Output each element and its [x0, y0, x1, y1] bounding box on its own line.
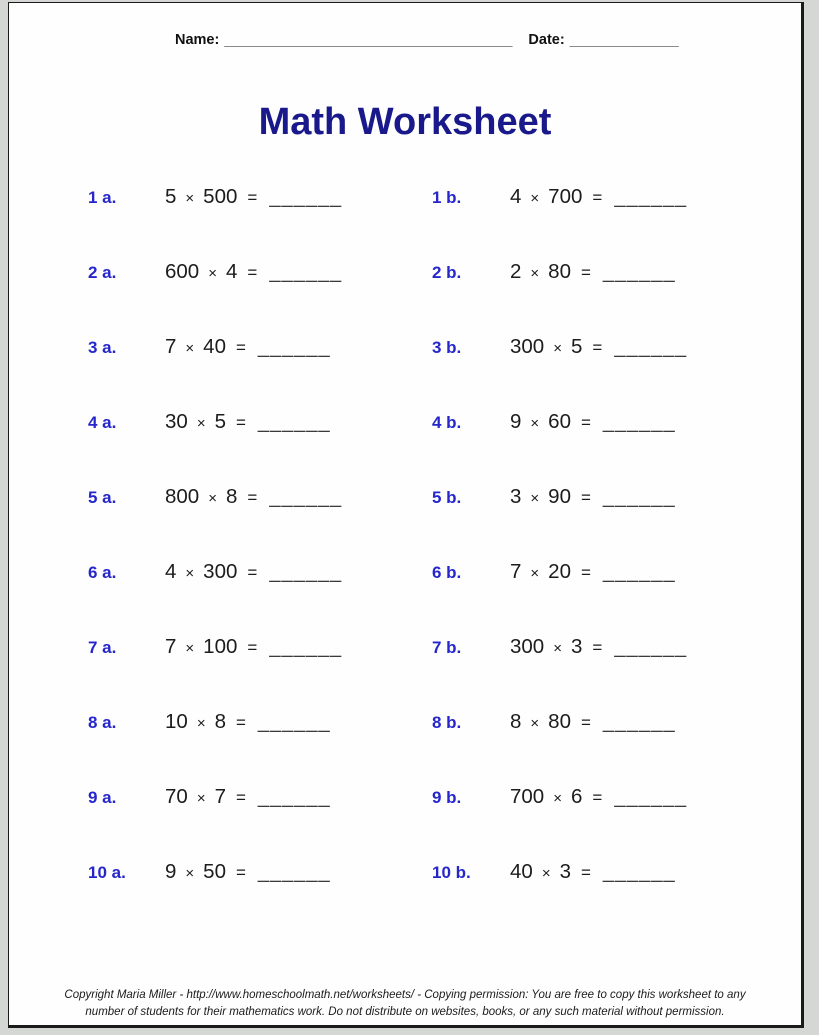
problem-expression-8b	[510, 710, 676, 734]
operand-right: 40	[203, 335, 226, 358]
problem-expression-1a	[165, 185, 342, 209]
name-label: Name:	[175, 32, 220, 48]
multiply-icon: ×	[185, 640, 195, 657]
operand-right: 300	[203, 560, 238, 583]
multiply-icon: ×	[541, 865, 551, 882]
problem-label-5a: 5 a.	[88, 488, 117, 507]
operand-left: 10	[165, 710, 188, 733]
equals-sign: =	[580, 263, 591, 282]
operand-left: 40	[510, 860, 533, 883]
problem-label-10a: 10 a.	[88, 863, 126, 882]
operand-right: 500	[203, 185, 238, 208]
operand-left: 300	[510, 335, 545, 358]
multiply-icon: ×	[530, 490, 540, 507]
copyright-footer	[9, 987, 801, 1021]
operand-left: 3	[510, 485, 522, 508]
problem-row-8	[9, 710, 801, 738]
equals-sign: =	[235, 713, 246, 732]
problem-expression-1b	[510, 185, 687, 209]
operand-right: 4	[225, 260, 238, 283]
problem-label-4a: 4 a.	[88, 413, 117, 432]
answer-blank: ______	[269, 561, 343, 583]
operand-left: 70	[165, 785, 188, 808]
problem-row-2	[9, 260, 801, 288]
multiply-icon: ×	[185, 565, 195, 582]
problem-expression-2a	[165, 260, 342, 284]
problem-expression-9a	[165, 785, 331, 809]
operand-left: 4	[165, 560, 177, 583]
operand-left: 7	[165, 635, 177, 658]
answer-blank: ______	[257, 336, 331, 358]
operand-left: 300	[510, 635, 545, 658]
problem-expression-6b	[510, 560, 676, 584]
operand-left: 9	[165, 860, 177, 883]
equals-sign: =	[592, 188, 603, 207]
equals-sign: =	[592, 638, 603, 657]
equals-sign: =	[247, 638, 258, 657]
operand-left: 5	[165, 185, 177, 208]
multiply-icon: ×	[185, 190, 195, 207]
equals-sign: =	[235, 788, 246, 807]
problem-label-9b: 9 b.	[432, 788, 462, 807]
problem-row-7	[9, 635, 801, 663]
operand-right: 80	[548, 710, 571, 733]
equals-sign: =	[580, 413, 591, 432]
date-label: Date:	[528, 32, 565, 48]
operand-right: 90	[548, 485, 571, 508]
problem-label-2a: 2 a.	[88, 263, 117, 282]
equals-sign: =	[235, 863, 246, 882]
multiply-icon: ×	[530, 715, 540, 732]
equals-sign: =	[247, 563, 258, 582]
multiply-icon: ×	[553, 640, 562, 657]
operand-left: 30	[165, 410, 188, 433]
multiply-icon: ×	[196, 715, 206, 732]
equals-sign: =	[235, 338, 246, 357]
equals-sign: =	[580, 563, 591, 582]
problem-label-10b: 10 b.	[432, 863, 471, 882]
operand-right: 8	[214, 710, 226, 733]
problem-row-1	[9, 185, 801, 213]
problem-expression-3a	[165, 335, 331, 359]
operand-right: 3	[570, 635, 583, 658]
answer-blank: ______	[614, 786, 688, 808]
problem-expression-10b	[510, 860, 676, 884]
problem-expression-2b	[510, 260, 676, 284]
multiply-icon: ×	[530, 190, 540, 207]
answer-blank: ______	[269, 486, 343, 508]
answer-blank: ______	[602, 711, 676, 733]
problem-expression-5a	[165, 485, 342, 509]
operand-right: 5	[570, 335, 583, 358]
answer-blank: ______	[602, 561, 676, 583]
worksheet-page	[8, 2, 804, 1028]
problem-expression-5b	[510, 485, 676, 509]
problem-row-4	[9, 410, 801, 438]
problem-expression-9b	[510, 785, 687, 809]
multiply-icon: ×	[553, 340, 562, 357]
operand-right: 700	[548, 185, 583, 208]
problem-label-2b: 2 b.	[432, 263, 462, 282]
multiply-icon: ×	[530, 415, 540, 432]
multiply-icon: ×	[196, 790, 206, 807]
problem-label-1b: 1 b.	[432, 188, 462, 207]
problem-label-3b: 3 b.	[432, 338, 462, 357]
equals-sign: =	[247, 188, 258, 207]
operand-right: 20	[548, 560, 571, 583]
operand-left: 8	[510, 710, 522, 733]
problem-row-3	[9, 335, 801, 363]
problem-expression-7a	[165, 635, 342, 659]
multiply-icon: ×	[208, 490, 217, 507]
operand-left: 700	[510, 785, 545, 808]
answer-blank: ______	[602, 411, 676, 433]
multiply-icon: ×	[185, 340, 195, 357]
multiply-icon: ×	[208, 265, 217, 282]
equals-sign: =	[247, 263, 258, 282]
problem-expression-3b	[510, 335, 687, 359]
equals-sign: =	[580, 713, 591, 732]
operand-right: 3	[559, 860, 571, 883]
problem-row-5	[9, 485, 801, 513]
name-date-row	[175, 31, 679, 49]
problem-row-6	[9, 560, 801, 588]
problem-row-9	[9, 785, 801, 813]
problem-label-5b: 5 b.	[432, 488, 462, 507]
name-blank-line: _____________________________________	[224, 31, 513, 47]
problem-label-3a: 3 a.	[88, 338, 117, 357]
operand-left: 4	[510, 185, 522, 208]
copyright-line-1: Copyright Maria Miller - http://www.homeschoolmath.net/worksheets/ - Copying permission: You are free to copy this worksheet to any	[64, 989, 746, 1001]
operand-left: 7	[165, 335, 177, 358]
problem-expression-4b	[510, 410, 676, 434]
operand-left: 600	[165, 260, 200, 283]
operand-left: 2	[510, 260, 522, 283]
problem-label-6a: 6 a.	[88, 563, 117, 582]
problem-expression-7b	[510, 635, 687, 659]
answer-blank: ______	[602, 861, 676, 883]
problem-label-9a: 9 a.	[88, 788, 117, 807]
problem-label-1a: 1 a.	[88, 188, 117, 207]
answer-blank: ______	[602, 261, 676, 283]
multiply-icon: ×	[530, 265, 540, 282]
operand-left: 9	[510, 410, 522, 433]
problem-label-8b: 8 b.	[432, 713, 462, 732]
operand-right: 80	[548, 260, 571, 283]
answer-blank: ______	[614, 336, 688, 358]
answer-blank: ______	[269, 636, 343, 658]
operand-right: 50	[203, 860, 226, 883]
problem-label-6b: 6 b.	[432, 563, 462, 582]
multiply-icon: ×	[553, 790, 562, 807]
answer-blank: ______	[602, 486, 676, 508]
answer-blank: ______	[614, 186, 688, 208]
equals-sign: =	[592, 338, 603, 357]
problem-row-10	[9, 860, 801, 888]
equals-sign: =	[580, 863, 591, 882]
operand-right: 6	[570, 785, 583, 808]
problem-label-4b: 4 b.	[432, 413, 462, 432]
date-blank-line: ______________	[569, 31, 679, 47]
copyright-line-2: number of students for their mathematics work. Do not distribute on websites, books, or any such material without permission.	[85, 1006, 725, 1018]
operand-right: 7	[214, 785, 226, 808]
problem-expression-10a	[165, 860, 331, 884]
operand-left: 800	[165, 485, 200, 508]
answer-blank: ______	[614, 636, 688, 658]
problem-expression-8a	[165, 710, 331, 734]
answer-blank: ______	[257, 861, 331, 883]
operand-right: 60	[548, 410, 571, 433]
equals-sign: =	[235, 413, 246, 432]
equals-sign: =	[247, 488, 258, 507]
problem-label-7b: 7 b.	[432, 638, 462, 657]
multiply-icon: ×	[185, 865, 195, 882]
operand-left: 7	[510, 560, 522, 583]
operand-right: 8	[225, 485, 238, 508]
equals-sign: =	[592, 788, 603, 807]
answer-blank: ______	[257, 411, 331, 433]
answer-blank: ______	[269, 261, 343, 283]
answer-blank: ______	[257, 711, 331, 733]
equals-sign: =	[580, 488, 591, 507]
operand-right: 5	[214, 410, 226, 433]
answer-blank: ______	[269, 186, 343, 208]
page-title: Math Worksheet	[258, 101, 552, 143]
answer-blank: ______	[257, 786, 331, 808]
problem-label-7a: 7 a.	[88, 638, 117, 657]
multiply-icon: ×	[196, 415, 206, 432]
problem-label-8a: 8 a.	[88, 713, 117, 732]
operand-right: 100	[203, 635, 238, 658]
problem-expression-6a	[165, 560, 342, 584]
multiply-icon: ×	[530, 565, 540, 582]
problem-expression-4a	[165, 410, 331, 434]
